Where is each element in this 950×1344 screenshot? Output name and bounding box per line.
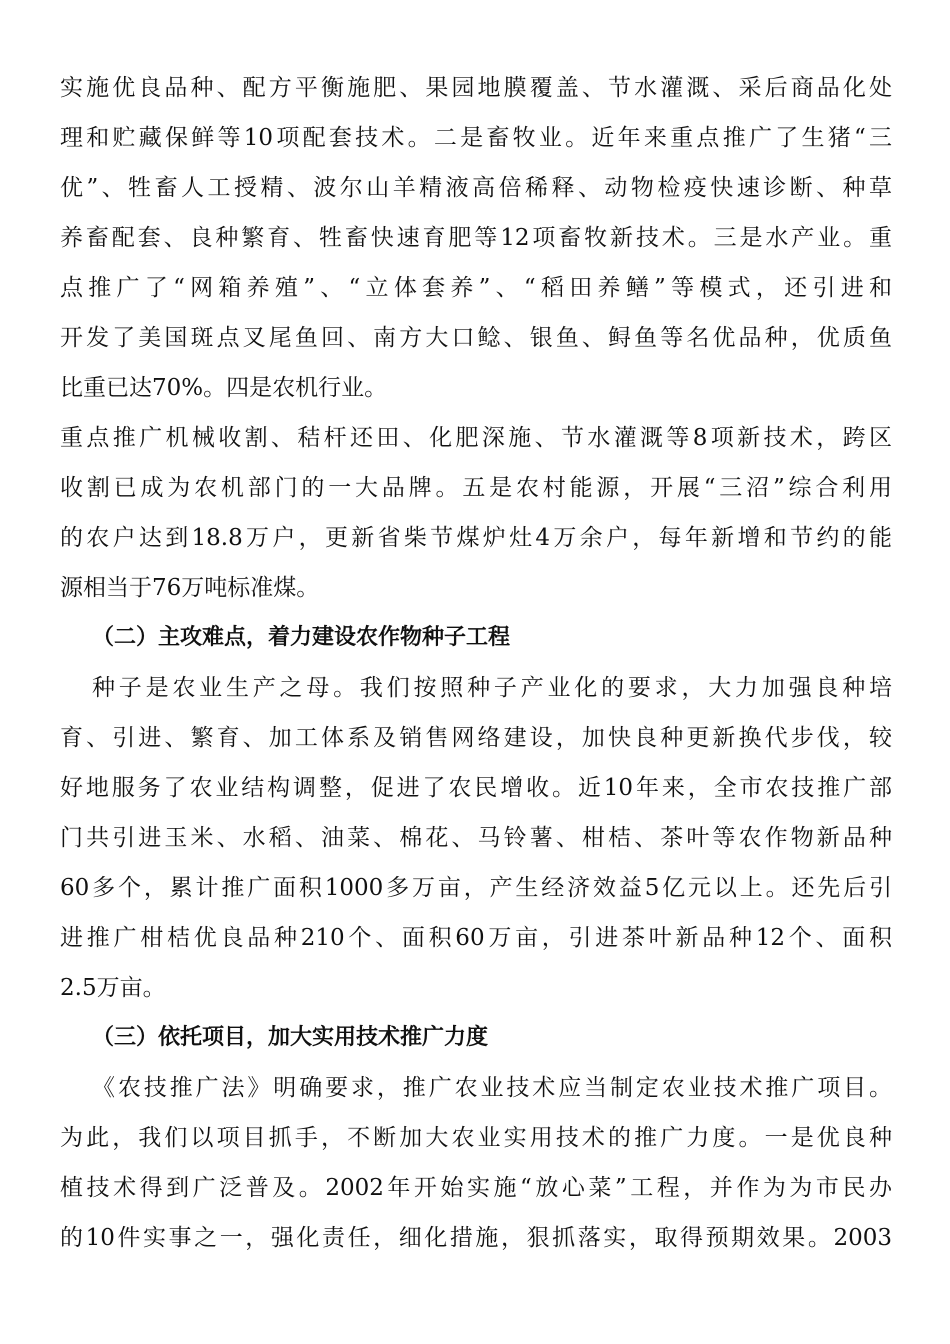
body-text-line: 的10件实事之一，强化责任，细化措施，狠抓落实，取得预期效果。2003 — [60, 1225, 892, 1251]
body-text-line: 实施优良品种、配方平衡施肥、果园地膜覆盖、节水灌溉、采后商品化处 — [60, 75, 892, 101]
body-text-line: 优”、牲畜人工授精、波尔山羊精液高倍稀释、动物检疫快速诊断、种草 — [60, 175, 892, 201]
body-text-line: 60多个，累计推广面积1000多万亩，产生经济效益5亿元以上。还先后引 — [60, 875, 892, 901]
body-text-line: 收割已成为农机部门的一大品牌。五是农村能源，开展“三沼”综合利用 — [60, 475, 892, 501]
body-text-line: 的农户达到18.8万户，更新省柴节煤炉灶4万余户，每年新增和节约的能 — [60, 525, 892, 551]
body-text-line: 种子是农业生产之母。我们按照种子产业化的要求，大力加强良种培 — [92, 675, 892, 701]
body-text-line: 植技术得到广泛普及。2002年开始实施“放心菜”工程，并作为为市民办 — [60, 1175, 892, 1201]
section-heading: （二）主攻难点，着力建设农作物种子工程 — [92, 625, 511, 650]
section-heading: （三）依托项目，加大实用技术推广力度 — [92, 1025, 489, 1050]
body-text-line: 好地服务了农业结构调整，促进了农民增收。近10年来，全市农技推广部 — [60, 775, 892, 801]
body-text-line: 进推广柑桔优良品种210个、面积60万亩，引进茶叶新品种12个、面积 — [60, 925, 892, 951]
body-text-line: 源相当于76万吨标准煤。 — [60, 575, 320, 601]
body-text-line: 理和贮藏保鲜等10项配套技术。二是畜牧业。近年来重点推广了生猪“三 — [60, 125, 892, 151]
body-text-line: 为此，我们以项目抓手，不断加大农业实用技术的推广力度。一是优良种 — [60, 1125, 892, 1151]
body-text-line: 门共引进玉米、水稻、油菜、棉花、马铃薯、柑桔、茶叶等农作物新品种 — [60, 825, 892, 851]
body-text-line: 比重已达70%。四是农机行业。 — [60, 375, 388, 401]
body-text-line: 养畜配套、良种繁育、牲畜快速育肥等12项畜牧新技术。三是水产业。重 — [60, 225, 892, 251]
body-text-line: 2.5万亩。 — [60, 975, 166, 1001]
body-text-line: 开发了美国斑点叉尾鱼回、南方大口鲶、银鱼、鲟鱼等名优品种，优质鱼 — [60, 325, 892, 351]
body-text-line: 重点推广机械收割、秸杆还田、化肥深施、节水灌溉等8项新技术，跨区 — [60, 425, 892, 451]
body-text-line: 点推广了“网箱养殖”、“立体套养”、“稻田养鳝”等模式，还引进和 — [60, 275, 892, 301]
body-text-line: 育、引进、繁育、加工体系及销售网络建设，加快良种更新换代步伐，较 — [60, 725, 892, 751]
body-text-line: 《农技推广法》明确要求，推广农业技术应当制定农业技术推广项目。 — [92, 1075, 892, 1101]
